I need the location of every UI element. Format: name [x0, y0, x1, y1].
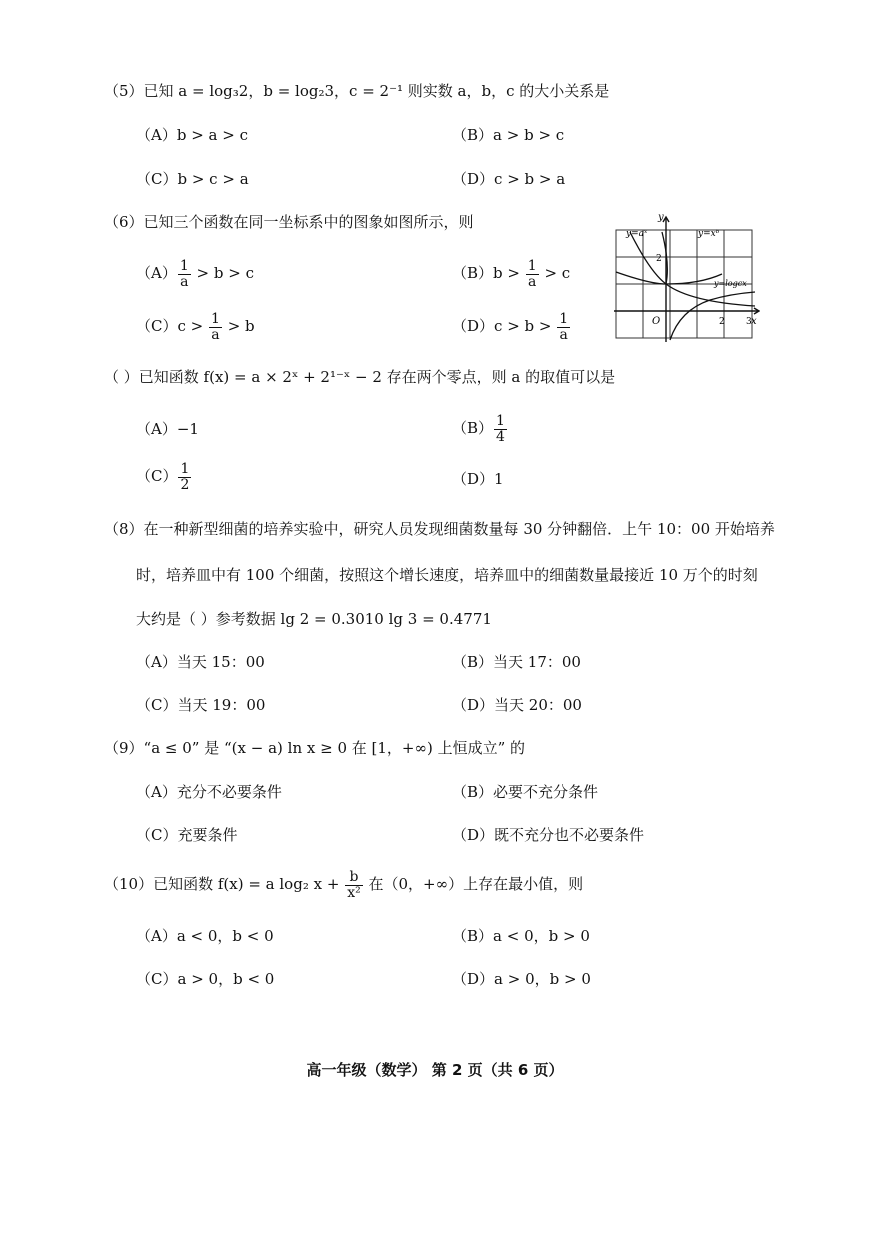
q5-option-c: （C）b > c > a: [136, 170, 249, 188]
q10-option-b: （B）a < 0，b > 0: [452, 927, 590, 945]
question-6-stem: （6）已知三个函数在同一坐标系中的图象如图所示，则: [104, 213, 474, 231]
q8-option-d: （D）当天 20：00: [452, 696, 582, 714]
page-footer: 高一年级（数学） 第 2 页（共 6 页）: [306, 1061, 564, 1079]
question-10-stem: （10）已知函数 f(x) = a log₂ x + $\frac{b}{\text{x²}}$ 在（0，+∞）上存在最小值，则: [104, 869, 584, 901]
q6-option-d: （D）c > b > $\frac{1}{a}$: [452, 311, 569, 343]
q7-option-c: （C） $\frac{1}{2}$: [136, 461, 190, 493]
q7-option-b: （B） $\frac{1}{4}$: [452, 413, 505, 445]
q10-option-c: （C）a > 0，b < 0: [136, 970, 275, 988]
q5-option-a: （A）b > a > c: [136, 126, 248, 144]
question-8-line-3: 大约是（ ）参考数据 lg 2 = 0.3010 lg 3 = 0.4771: [136, 610, 492, 628]
tick-y-2: 2: [656, 254, 662, 264]
q7-option-d: （D）1: [452, 470, 504, 488]
q8-option-a: （A）当天 15：00: [136, 653, 265, 671]
q9-option-b: （B）必要不充分条件: [452, 783, 599, 801]
q5-option-d: （D）c > b > a: [452, 170, 566, 188]
curve-exp: [630, 232, 755, 306]
q9-option-c: （C）充要条件: [136, 826, 238, 844]
fraction: $\frac{1}{2}$: [180, 461, 190, 493]
q10-option-a: （A）a < 0，b < 0: [136, 927, 274, 945]
x-axis-label: x: [751, 316, 757, 327]
fraction: $\frac{1}{4}$: [496, 413, 505, 445]
q6-option-a: （A） $\frac{1}{a}$ > b > c: [136, 258, 254, 290]
question-9-stem: （9）“a ≤ 0” 是 “(x − a) ln x ≥ 0 在 [1，+∞) 上恒成立” 的: [104, 739, 526, 757]
q9-option-a: （A）充分不必要条件: [136, 783, 282, 801]
y-axis-label: y: [658, 212, 664, 223]
question-7-stem: （ ）已知函数 f(x) = a × 2ˣ + 2¹⁻ˣ − 2 存在两个零点，则 a 的取值可以是: [104, 368, 616, 386]
fraction: $\frac{1}{a}$: [179, 258, 189, 290]
q5-option-b: （B）a > b > c: [452, 126, 565, 144]
origin-label: O: [652, 316, 661, 327]
tick-x-3: 3: [746, 317, 752, 327]
question-8-line-2: 时，培养皿中有 100 个细菌，按照这个增长速度，培养皿中的细菌数量最接近 10 万个的时刻: [136, 566, 758, 584]
q9-option-d: （D）既不充分也不必要条件: [452, 826, 645, 844]
label-y-xb: y=xᵇ: [698, 229, 720, 239]
question-5-stem: （5）已知 a = log₃2，b = log₂3，c = 2⁻¹ 则实数 a，b，c 的大小关系是: [104, 82, 610, 100]
fraction: $\frac{1}{a}$: [527, 258, 537, 290]
tick-x-2: 2: [719, 317, 725, 327]
q10-option-d: （D）a > 0，b > 0: [452, 970, 591, 988]
label-y-ax: y=aˣ: [626, 229, 648, 239]
q6-option-c: （C）c > $\frac{1}{a}$ > b: [136, 311, 255, 343]
fraction: $\frac{b}{\text{x²}}$: [347, 869, 361, 901]
curve-log: [616, 272, 722, 284]
fraction: $\frac{1}{a}$: [559, 311, 569, 343]
label-log: y=logcx: [714, 279, 747, 288]
function-graph-figure: [610, 212, 760, 344]
fraction: $\frac{1}{a}$: [211, 311, 220, 343]
q8-option-c: （C）当天 19：00: [136, 696, 266, 714]
q8-option-b: （B）当天 17：00: [452, 653, 581, 671]
question-8-line-1: （8）在一种新型细菌的培养实验中，研究人员发现细菌数量每 30 分钟翻倍．上午 10：00 开始培养: [104, 520, 775, 538]
q6-option-b: （B）b > $\frac{1}{a}$ > c: [452, 258, 571, 290]
q7-option-a: （A）−1: [136, 420, 199, 438]
